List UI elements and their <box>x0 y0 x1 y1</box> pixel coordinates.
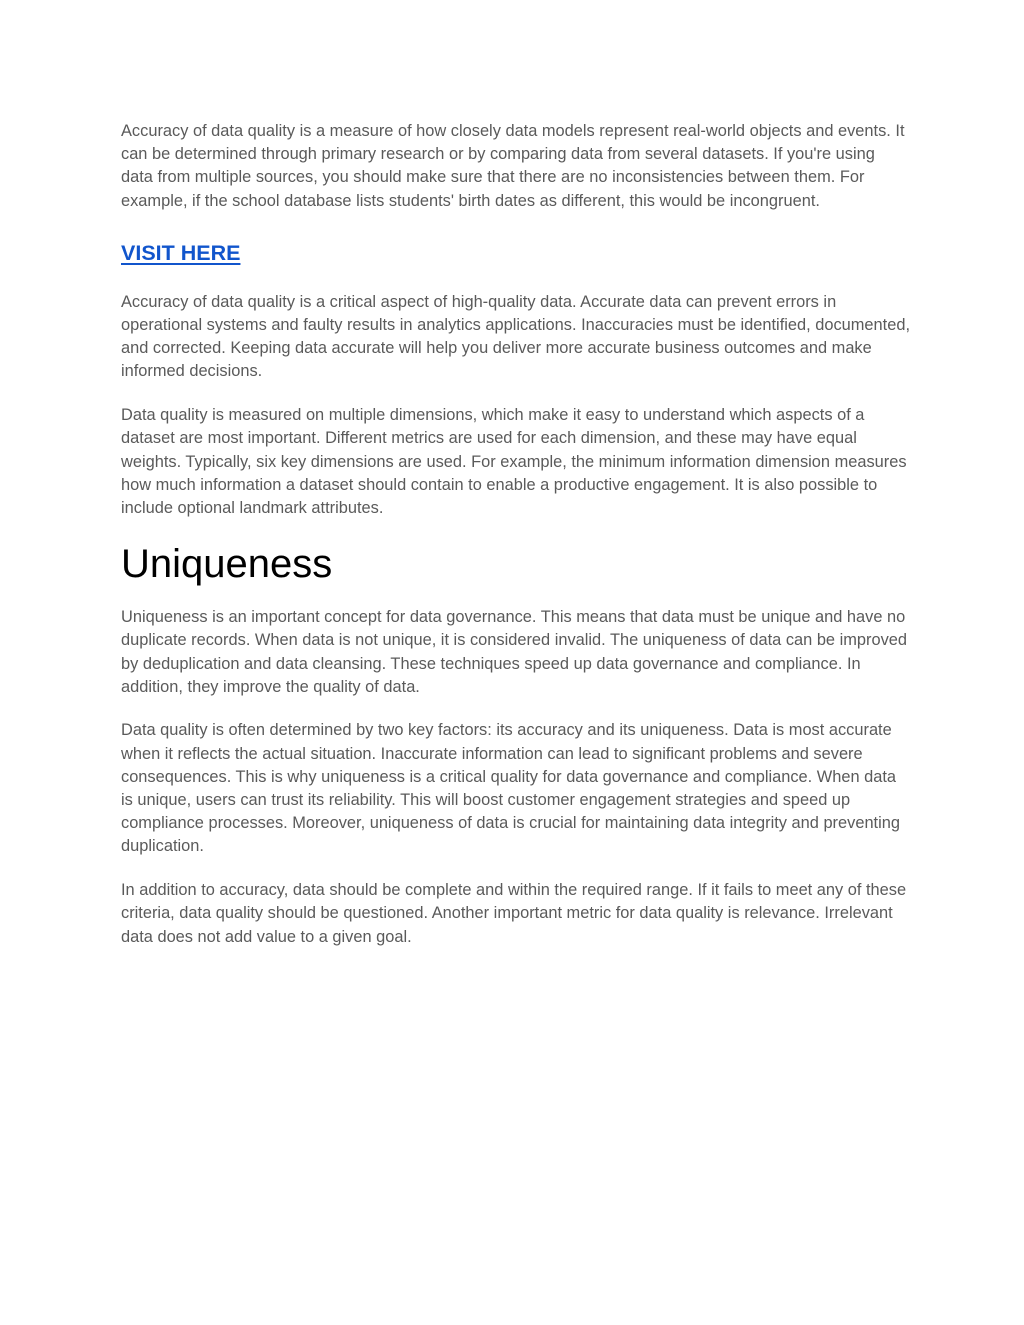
link-container <box>121 240 911 266</box>
uniqueness-paragraph-1: Uniqueness is an important concept for data governance. This means that data must be unique and have no duplicate records. When data is not unique, it is considered invalid. The uniqueness of data can be improved by deduplication and data cleansing. These techniques speed up data governance and compliance. In addition, they improve the quality of data. <box>121 608 908 696</box>
accuracy-paragraph-2: Data quality is measured on multiple dimensions, which make it easy to understand which aspects of a dataset are most important. Different metrics are used for each dimension, and these may have equal weights. Typically, six key dimensions are used. For example, the minimum information dimension measures how much information a dataset should contain to enable a productive engagement. It is also possible to include optional landmark attributes. <box>121 406 907 517</box>
accuracy-paragraph-1: Accuracy of data quality is a critical aspect of high-quality data. Accurate data can prevent errors in operational systems and faulty results in analytics applications. Inaccuracies must be identified, documented, and corrected. Keeping data accurate will help you deliver more accurate business outcomes and make informed decisions. <box>121 292 910 381</box>
document-page <box>121 120 911 949</box>
uniqueness-paragraph-2: Data quality is often determined by two key factors: its accuracy and its uniqueness. Data is most accurate when it reflects the actual situation. Inaccurate information can lead to significant problems and severe consequences. This is why uniqueness is a critical quality for data governance and compliance. When data is unique, users can trust its reliability. This will boost customer engagement strategies and speed up compliance processes. Moreover, uniqueness of data is crucial for maintaining data integrity and preventing duplication. <box>121 721 900 856</box>
uniqueness-heading: Uniqueness <box>121 542 333 587</box>
intro-paragraph: Accuracy of data quality is a measure of how closely data models represent real-world objects and events. It can be determined through primary research or by comparing data from several datasets. If you're using data from multiple sources, you should make sure that there are no inconsistencies between them. For example, if the school database lists students' birth dates as different, this would be incongruent. <box>121 122 905 210</box>
visit-here-link[interactable]: VISIT HERE <box>121 240 241 265</box>
uniqueness-paragraph-3: In addition to accuracy, data should be complete and within the required range. If it fails to meet any of these criteria, data quality should be questioned. Another important metric for data quality is relevance. Irrelevant data does not add value to a given goal. <box>121 881 907 946</box>
